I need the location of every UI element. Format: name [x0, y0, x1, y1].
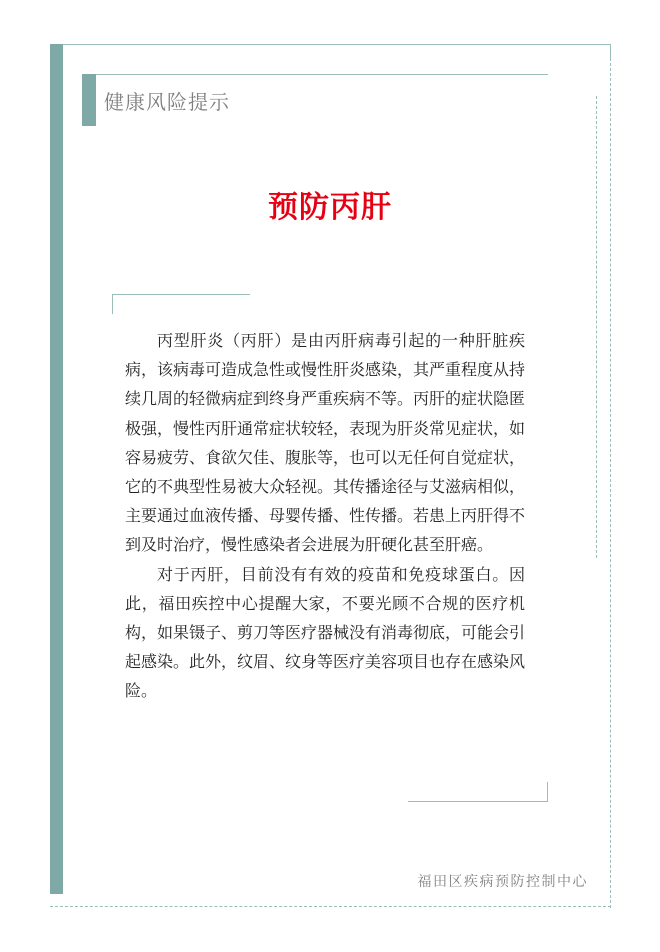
- section-header-title: 健康风险提示: [104, 90, 230, 114]
- article-paragraph: 对于丙肝，目前没有有效的疫苗和免疫球蛋白。因此，福田疾控中心提醒大家，不要光顾不合规的医疗机构，如果镊子、剪刀等医疗器械没有消毒彻底，可能会引起感染。此外，纹眉、纹身等医疗美容项目也存在感染风险。: [125, 564, 526, 701]
- right-top-border-line: [610, 44, 611, 58]
- textbox-corner-top-left-horizontal: [112, 294, 250, 295]
- article-body: [125, 326, 525, 706]
- bottom-dashed-border: [50, 906, 611, 907]
- top-border-line: [63, 44, 611, 45]
- header-accent-block: [82, 74, 96, 126]
- left-accent-bar: [50, 44, 63, 894]
- footer-organization: 福田区疾病预防控制中心: [417, 874, 588, 890]
- textbox-corner-bottom-right-vertical: [547, 782, 548, 802]
- textbox-corner-top-left-vertical: [112, 294, 113, 314]
- right-inner-dashed-line: [596, 96, 597, 558]
- article-paragraph: 丙型肝炎（丙肝）是由丙肝病毒引起的一种肝脏疾病，该病毒可造成急性或慢性肝炎感染，其严重程度从持续几周的轻微病症到终身严重疾病不等。丙肝的症状隐匿极强，慢性丙肝通常症状较轻，表现为肝炎常见症状，如容易疲劳、食欲欠佳、腹胀等，也可以无任何自觉症状，它的不典型性易被大众轻视。其传播途径与艾滋病相似，主要通过血液传播、母婴传播、性传播。若患上丙肝得不到及时治疗，慢性感染者会进展为肝硬化甚至肝癌。: [125, 331, 526, 555]
- textbox-corner-bottom-right-horizontal: [408, 801, 548, 802]
- header-top-line: [96, 74, 548, 75]
- article-title: 预防丙肝: [268, 190, 392, 225]
